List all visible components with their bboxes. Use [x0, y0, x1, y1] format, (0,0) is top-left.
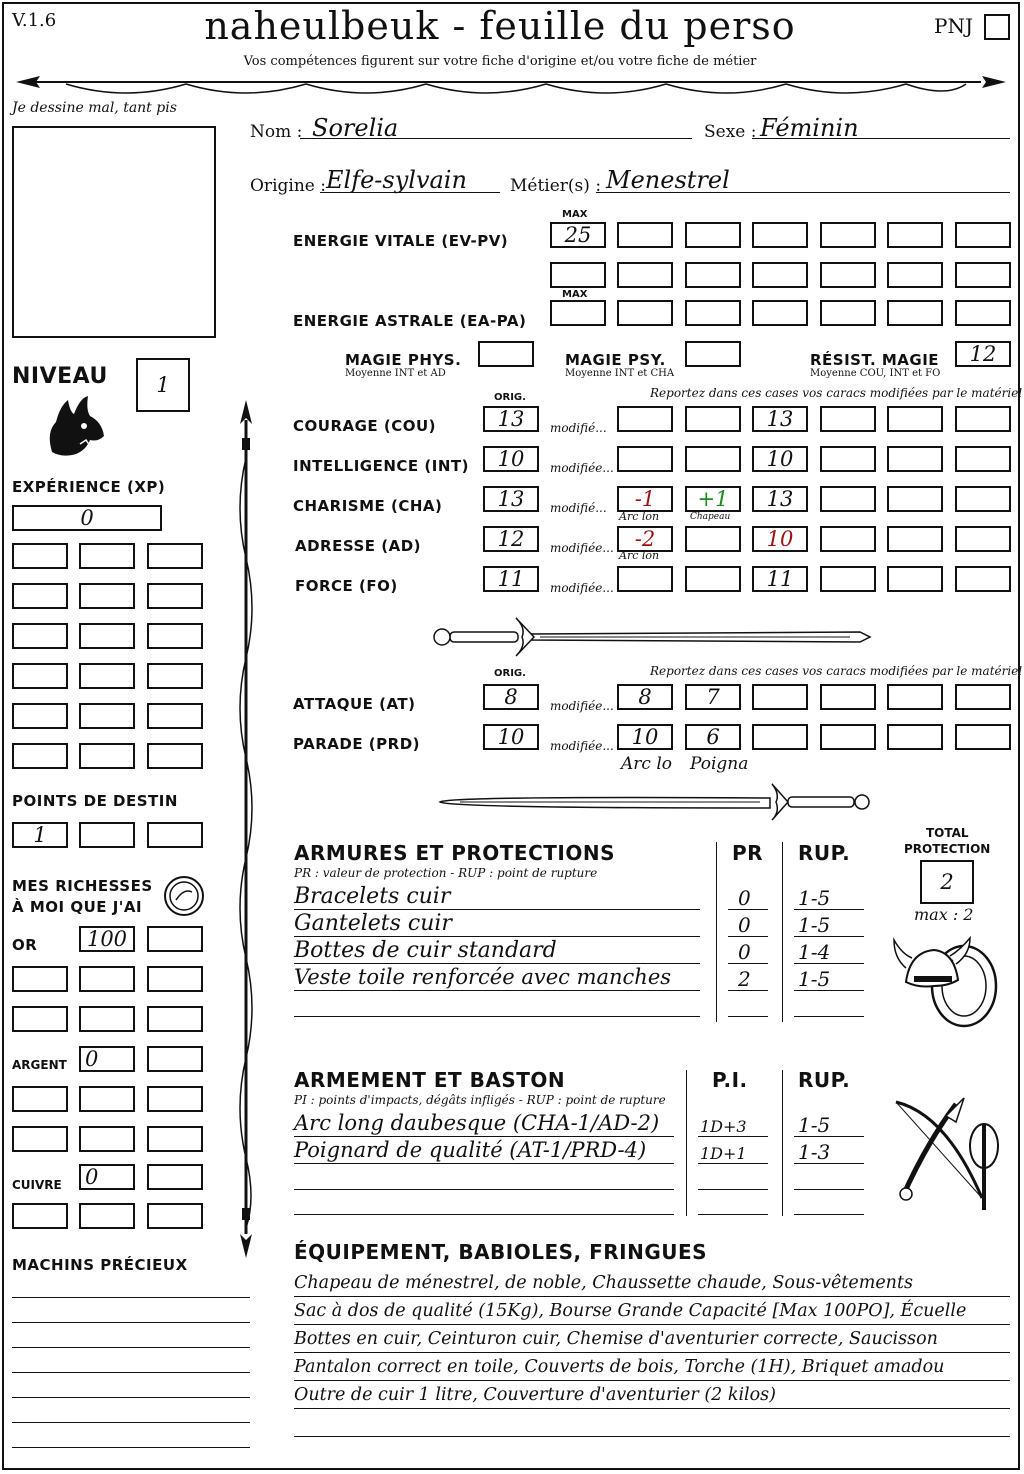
report-note: Reportez dans ces cases vos caracs modifiées par le matériel: [650, 386, 1023, 400]
xp-box[interactable]: [147, 623, 203, 649]
helmet-shield-icon: [888, 928, 1008, 1034]
armor-item-rup[interactable]: 1-4: [798, 940, 831, 964]
courage-mod-box[interactable]: [617, 406, 673, 432]
armor-item-pr[interactable]: 0: [738, 913, 751, 937]
xp-box[interactable]: [12, 663, 68, 689]
ev-box[interactable]: [752, 222, 808, 248]
total-protection-value: 2: [940, 870, 954, 894]
parade-mod-box[interactable]: [820, 724, 876, 750]
or-box[interactable]: [147, 966, 203, 992]
ea-max-label: MAX: [562, 289, 588, 300]
destin-box[interactable]: [12, 822, 68, 848]
dragon-head-icon: [40, 392, 108, 464]
argent-box[interactable]: [79, 1126, 135, 1152]
ea-max-value: [552, 302, 604, 324]
armor-col-divider: [782, 842, 783, 1022]
or-value: 100: [86, 927, 128, 951]
ev-box[interactable]: [617, 222, 673, 248]
metier-value[interactable]: Menestrel: [606, 166, 730, 194]
adresse-mod-box[interactable]: [820, 526, 876, 552]
charisme-mod1-box[interactable]: [617, 486, 673, 512]
or-label: OR: [12, 936, 38, 954]
weapon-line: [794, 1189, 864, 1190]
or-box[interactable]: [12, 1006, 68, 1032]
parade-orig: 10: [497, 725, 525, 749]
ev-max-value: 25: [564, 223, 592, 247]
intelligence-label: INTELLIGENCE (INT): [293, 457, 469, 475]
weapons-col-divider: [782, 1070, 783, 1216]
cuivre-value: 0: [85, 1165, 99, 1189]
modifie-label: modifié...: [550, 501, 607, 515]
armor-item-pr[interactable]: 2: [738, 967, 751, 991]
crossed-weapons-icon: [886, 1094, 1010, 1216]
subtitle: Vos compétences figurent sur votre fiche d'origine et/ou votre fiche de métier: [243, 54, 757, 69]
argent-box[interactable]: [147, 1046, 203, 1072]
page-title: naheulbeuk - feuille du perso: [204, 4, 796, 48]
equipment-line[interactable]: Bottes en cuir, Ceinturon cuir, Chemise d'aventurier correcte, Saucisson: [294, 1329, 938, 1349]
metier-label: Métier(s) :: [510, 176, 602, 196]
force-label: FORCE (FO): [295, 577, 398, 595]
charisme-orig-box[interactable]: [483, 486, 539, 512]
destin-label: POINTS DE DESTIN: [12, 792, 178, 810]
ea-box[interactable]: [617, 300, 673, 326]
xp-box[interactable]: [12, 505, 162, 531]
ev-label: ENERGIE VITALE (EV-PV): [293, 232, 509, 250]
armor-line: [728, 936, 768, 937]
richesses-label: MES RICHESSES: [12, 877, 153, 895]
charisme-orig: 13: [497, 487, 525, 511]
xp-box[interactable]: [79, 583, 135, 609]
parade-mod-box[interactable]: [752, 724, 808, 750]
armor-line: [728, 990, 768, 991]
armor-line: [294, 909, 700, 910]
attaque-v2-box[interactable]: [685, 684, 741, 710]
armor-line: [794, 936, 864, 937]
or-box[interactable]: [147, 1006, 203, 1032]
total-protection-label: TOTAL: [926, 826, 969, 840]
modifie-label: modifié...: [550, 421, 607, 435]
adresse-orig-box[interactable]: [483, 526, 539, 552]
weapons-pi-label: P.I.: [712, 1068, 748, 1092]
equipment-rule: [294, 1296, 1010, 1297]
courage-mod-box[interactable]: [820, 406, 876, 432]
parade-mod-box[interactable]: [955, 724, 1011, 750]
ea-label: ENERGIE ASTRALE (EA-PA): [293, 312, 527, 330]
weapon-item-rup[interactable]: 1-5: [798, 1113, 831, 1137]
portrait-label: Je dessine mal, tant pis: [12, 100, 177, 116]
xp-box[interactable]: [12, 743, 68, 769]
force-mod-box[interactable]: [617, 566, 673, 592]
adresse-mod-box[interactable]: [685, 526, 741, 552]
precious-line: [12, 1397, 250, 1398]
modifiee-label: modifiée...: [550, 699, 614, 713]
armor-item-pr[interactable]: 0: [738, 886, 751, 910]
xp-box[interactable]: [12, 703, 68, 729]
combat-note-2: Poigna: [690, 754, 749, 774]
charisme-final: 13: [766, 487, 794, 511]
weapon-item-name[interactable]: Poignard de qualité (AT-1/PRD-4): [294, 1138, 647, 1162]
force-final-box[interactable]: [752, 566, 808, 592]
armor-note: PR : valeur de protection - RUP : point de rupture: [294, 866, 598, 880]
parade-v2: 6: [706, 725, 720, 749]
xp-box[interactable]: [79, 543, 135, 569]
nom-label: Nom :: [250, 122, 303, 142]
argent-box[interactable]: [12, 1126, 68, 1152]
armor-pr-label: PR: [732, 841, 764, 865]
attaque-v2: 7: [706, 685, 720, 709]
argent-box[interactable]: [147, 1126, 203, 1152]
weapon-line: [294, 1189, 674, 1190]
resist-magie-value: 12: [969, 342, 997, 366]
or-box[interactable]: [79, 1006, 135, 1032]
weapon-line: [294, 1163, 674, 1164]
ev-box[interactable]: [820, 262, 876, 288]
courage-final-box[interactable]: [752, 406, 808, 432]
modifiee-label: modifiée...: [550, 461, 614, 475]
weapon-line: [698, 1163, 768, 1164]
parade-mod-box[interactable]: [887, 724, 943, 750]
armor-item-name[interactable]: Bottes de cuir standard: [294, 938, 557, 963]
attaque-v1-box[interactable]: [617, 684, 673, 710]
charisme-mod-box[interactable]: [887, 486, 943, 512]
ev-box[interactable]: [820, 222, 876, 248]
courage-orig: 13: [497, 407, 525, 431]
armor-col-divider: [716, 842, 717, 1022]
courage-final: 13: [766, 407, 794, 431]
adresse-mod-box[interactable]: [887, 526, 943, 552]
armor-line: [794, 963, 864, 964]
version-label: V.1.6: [12, 10, 57, 31]
courage-label: COURAGE (COU): [293, 417, 437, 435]
origine-value[interactable]: Elfe-sylvain: [326, 166, 467, 194]
weapon-line: [698, 1214, 768, 1215]
total-protection-box[interactable]: [920, 860, 974, 904]
ea-box[interactable]: [955, 300, 1011, 326]
or-box[interactable]: [79, 966, 135, 992]
armor-line: [794, 909, 864, 910]
xp-box[interactable]: [79, 743, 135, 769]
resist-magie-box[interactable]: [955, 341, 1011, 367]
weapon-line: [794, 1163, 864, 1164]
precious-line: [12, 1447, 250, 1448]
ea-box[interactable]: [752, 300, 808, 326]
spear-divider-icon: [228, 398, 264, 1260]
xp-box[interactable]: [147, 743, 203, 769]
armor-line: [794, 990, 864, 991]
niveau-box[interactable]: [136, 358, 190, 412]
charisme-final-box[interactable]: [752, 486, 808, 512]
or-box[interactable]: [12, 966, 68, 992]
weapons-title: ARMEMENT ET BASTON: [294, 1068, 566, 1092]
xp-value: 0: [80, 506, 94, 530]
armor-line: [728, 909, 768, 910]
xp-box[interactable]: [12, 623, 68, 649]
modifiee-label: modifiée...: [550, 541, 614, 555]
magie-phys-note: Moyenne INT et AD: [345, 368, 446, 379]
xp-box[interactable]: [12, 543, 68, 569]
armor-item-name[interactable]: Bracelets cuir: [294, 884, 451, 909]
pnj-checkbox[interactable]: [984, 14, 1010, 40]
destin-value: 1: [33, 823, 47, 847]
armor-line: [294, 1016, 700, 1017]
machins-precieux-label: MACHINS PRÉCIEUX: [12, 1256, 188, 1274]
magie-psy-value: [687, 343, 739, 365]
ev-box[interactable]: [955, 222, 1011, 248]
adresse-mod1: -2: [634, 527, 656, 551]
weapon-item-rup[interactable]: 1-3: [798, 1140, 831, 1164]
argent-box[interactable]: [79, 1086, 135, 1112]
ev-box[interactable]: [685, 262, 741, 288]
force-orig: 11: [497, 567, 525, 591]
equipment-rule: [294, 1380, 1010, 1381]
modifiee-label: modifiée...: [550, 739, 614, 753]
armor-item-rup[interactable]: 1-5: [798, 886, 831, 910]
weapon-line: [794, 1214, 864, 1215]
armor-line: [294, 990, 700, 991]
origine-label: Origine :: [250, 176, 326, 196]
ev-box[interactable]: [887, 262, 943, 288]
cuivre-box[interactable]: [12, 1203, 68, 1229]
precious-line: [12, 1347, 250, 1348]
equipment-line[interactable]: Outre de cuir 1 litre, Couverture d'aventurier (2 kilos): [294, 1385, 776, 1405]
armor-item-name[interactable]: Gantelets cuir: [294, 911, 452, 936]
weapon-item-name[interactable]: Arc long daubesque (CHA-1/AD-2): [294, 1111, 660, 1135]
charisme-mod-box[interactable]: [820, 486, 876, 512]
force-mod-box[interactable]: [685, 566, 741, 592]
intelligence-orig: 10: [497, 447, 525, 471]
precious-line: [12, 1372, 250, 1373]
armor-line: [294, 936, 700, 937]
charisme-mod2: +1: [697, 487, 729, 511]
equipment-rule: [294, 1436, 1010, 1437]
xp-box[interactable]: [147, 543, 203, 569]
orig-label: ORIG.: [494, 392, 526, 403]
combat-report-note: Reportez dans ces cases vos caracs modifiées par le matériel: [650, 664, 1023, 678]
ev-max-label: MAX: [562, 209, 588, 220]
ea-box[interactable]: [685, 300, 741, 326]
sexe-label: Sexe :: [704, 122, 757, 142]
ev-box[interactable]: [617, 262, 673, 288]
charisme-mod2-note: Chapeau: [690, 512, 731, 522]
modifiee-label: modifiée...: [550, 581, 614, 595]
force-mod-box[interactable]: [820, 566, 876, 592]
armor-line: [294, 963, 700, 964]
adresse-final-box[interactable]: [752, 526, 808, 552]
richesses-label-2: À MOI QUE J'AI: [12, 898, 143, 916]
coin-icon: [162, 874, 206, 918]
intelligence-final-box[interactable]: [752, 446, 808, 472]
ev-box[interactable]: [955, 262, 1011, 288]
weapon-line: [794, 1136, 864, 1137]
weapon-item-pi[interactable]: 1D+1: [700, 1144, 747, 1163]
parade-v1: 10: [631, 725, 659, 749]
argent-value: 0: [85, 1047, 99, 1071]
attaque-mod-box[interactable]: [955, 684, 1011, 710]
intelligence-orig-box[interactable]: [483, 446, 539, 472]
weapons-rup-label: RUP.: [798, 1068, 851, 1092]
argent-box[interactable]: [79, 1046, 135, 1072]
cuivre-label: CUIVRE: [12, 1178, 62, 1192]
attaque-orig: 8: [504, 685, 518, 709]
parade-v2-box[interactable]: [685, 724, 741, 750]
ev-box[interactable]: [752, 262, 808, 288]
argent-box[interactable]: [147, 1086, 203, 1112]
nom-value[interactable]: Sorelia: [312, 114, 399, 142]
xp-box[interactable]: [79, 703, 135, 729]
intelligence-mod-box[interactable]: [617, 446, 673, 472]
armor-rup-label: RUP.: [798, 841, 851, 865]
intelligence-final: 10: [766, 447, 794, 471]
charisme-label: CHARISME (CHA): [293, 497, 443, 515]
cuivre-box[interactable]: [147, 1203, 203, 1229]
equipment-rule: [294, 1324, 1010, 1325]
sword-divider-icon: [430, 612, 875, 662]
adresse-label: ADRESSE (AD): [295, 537, 422, 555]
resist-magie-note: Moyenne COU, INT et FO: [810, 368, 941, 379]
xp-box[interactable]: [79, 663, 135, 689]
combat-note-1: Arc lo: [621, 754, 672, 774]
armor-line: [794, 1016, 864, 1017]
magie-psy-note: Moyenne INT et CHA: [565, 368, 675, 379]
precious-line: [12, 1297, 250, 1298]
charisme-mod1-note: Arc lon: [619, 510, 660, 523]
ea-box[interactable]: [887, 300, 943, 326]
weapons-note: PI : points d'impacts, dégâts infligés - RUP : point de rupture: [294, 1093, 666, 1107]
armor-line: [728, 1016, 768, 1017]
or-box[interactable]: [147, 926, 203, 952]
xp-box[interactable]: [79, 623, 135, 649]
equipment-title: ÉQUIPEMENT, BABIOLES, FRINGUES: [294, 1240, 708, 1264]
argent-label: ARGENT: [12, 1058, 67, 1072]
armor-item-rup[interactable]: 1-5: [798, 967, 831, 991]
attaque-label: ATTAQUE (AT): [293, 695, 416, 713]
force-mod-box[interactable]: [955, 566, 1011, 592]
total-protection-max: max : 2: [914, 905, 974, 924]
attaque-orig-box[interactable]: [483, 684, 539, 710]
cuivre-box[interactable]: [79, 1203, 135, 1229]
or-box[interactable]: [79, 926, 135, 952]
xp-label: EXPÉRIENCE (XP): [12, 478, 166, 496]
precious-line: [12, 1322, 250, 1323]
weapon-line: [294, 1214, 674, 1215]
xp-box[interactable]: [147, 663, 203, 689]
parade-label: PARADE (PRD): [293, 735, 421, 753]
sexe-value[interactable]: Féminin: [760, 114, 859, 142]
total-protection-label-2: PROTECTION: [904, 842, 991, 856]
magie-phys-label: MAGIE PHYS.: [345, 351, 462, 369]
force-final: 11: [766, 567, 794, 591]
ev-box[interactable]: [685, 222, 741, 248]
attaque-mod-box[interactable]: [820, 684, 876, 710]
courage-mod-box[interactable]: [887, 406, 943, 432]
courage-orig-box[interactable]: [483, 406, 539, 432]
charisme-mod1: -1: [634, 487, 656, 511]
ea-box[interactable]: [820, 300, 876, 326]
niveau-value: 1: [156, 373, 170, 397]
weapon-line: [698, 1189, 768, 1190]
intelligence-mod-box[interactable]: [685, 446, 741, 472]
resist-magie-label: RÉSIST. MAGIE: [810, 351, 940, 369]
weapon-line: [294, 1136, 674, 1137]
charisme-mod2-box[interactable]: [685, 486, 741, 512]
courage-mod-box[interactable]: [685, 406, 741, 432]
destin-box[interactable]: [79, 822, 135, 848]
armor-item-name[interactable]: Veste toile renforcée avec manches: [294, 965, 672, 989]
armor-item-pr[interactable]: 0: [738, 940, 751, 964]
equipment-line[interactable]: Sac à dos de qualité (15Kg), Bourse Grande Capacité [Max 100PO], Écuelle: [294, 1301, 967, 1321]
magie-psy-label: MAGIE PSY.: [565, 351, 666, 369]
cuivre-box[interactable]: [79, 1164, 135, 1190]
xp-box[interactable]: [147, 583, 203, 609]
parade-v1-box[interactable]: [617, 724, 673, 750]
combat-orig-label: ORIG.: [494, 668, 526, 679]
intelligence-mod-box[interactable]: [955, 446, 1011, 472]
xp-box[interactable]: [12, 583, 68, 609]
magie-phys-box[interactable]: [478, 341, 534, 367]
courage-mod-box[interactable]: [955, 406, 1011, 432]
equipment-rule: [294, 1352, 1010, 1353]
ev-box[interactable]: [887, 222, 943, 248]
attaque-v1: 8: [638, 685, 652, 709]
xp-box[interactable]: [147, 703, 203, 729]
weapons-col-divider: [686, 1070, 687, 1216]
armor-title: ARMURES ET PROTECTIONS: [294, 841, 615, 865]
equipment-line[interactable]: Chapeau de ménestrel, de noble, Chaussette chaude, Sous-vêtements: [294, 1273, 913, 1293]
intelligence-mod-box[interactable]: [820, 446, 876, 472]
destin-box[interactable]: [147, 822, 203, 848]
force-mod-box[interactable]: [887, 566, 943, 592]
attaque-mod-box[interactable]: [887, 684, 943, 710]
magie-phys-value: [480, 343, 532, 365]
charisme-mod-box[interactable]: [955, 486, 1011, 512]
magie-psy-box[interactable]: [685, 341, 741, 367]
weapon-line: [698, 1136, 768, 1137]
ev-box[interactable]: [550, 262, 606, 288]
weapon-item-pi[interactable]: 1D+3: [700, 1117, 747, 1136]
sword-divider-icon: [430, 780, 875, 824]
pnj-label: PNJ: [934, 14, 973, 38]
force-orig-box[interactable]: [483, 566, 539, 592]
equipment-rule: [294, 1408, 1010, 1409]
adresse-mod-box[interactable]: [955, 526, 1011, 552]
parade-orig-box[interactable]: [483, 724, 539, 750]
ea-max-box[interactable]: [550, 300, 606, 326]
armor-item-rup[interactable]: 1-5: [798, 913, 831, 937]
intelligence-mod-box[interactable]: [887, 446, 943, 472]
adresse-final: 10: [766, 527, 794, 551]
niveau-label: NIVEAU: [12, 364, 108, 389]
equipment-line[interactable]: Pantalon correct en toile, Couverts de bois, Torche (1H), Briquet amadou: [294, 1357, 945, 1377]
adresse-mod1-note: Arc lon: [619, 549, 660, 562]
portrait-box[interactable]: [12, 126, 216, 338]
ev-max-box[interactable]: [550, 222, 606, 248]
argent-box[interactable]: [12, 1086, 68, 1112]
adresse-orig: 12: [497, 527, 525, 551]
armor-line: [728, 963, 768, 964]
precious-line: [12, 1422, 250, 1423]
cuivre-box[interactable]: [147, 1164, 203, 1190]
attaque-mod-box[interactable]: [752, 684, 808, 710]
